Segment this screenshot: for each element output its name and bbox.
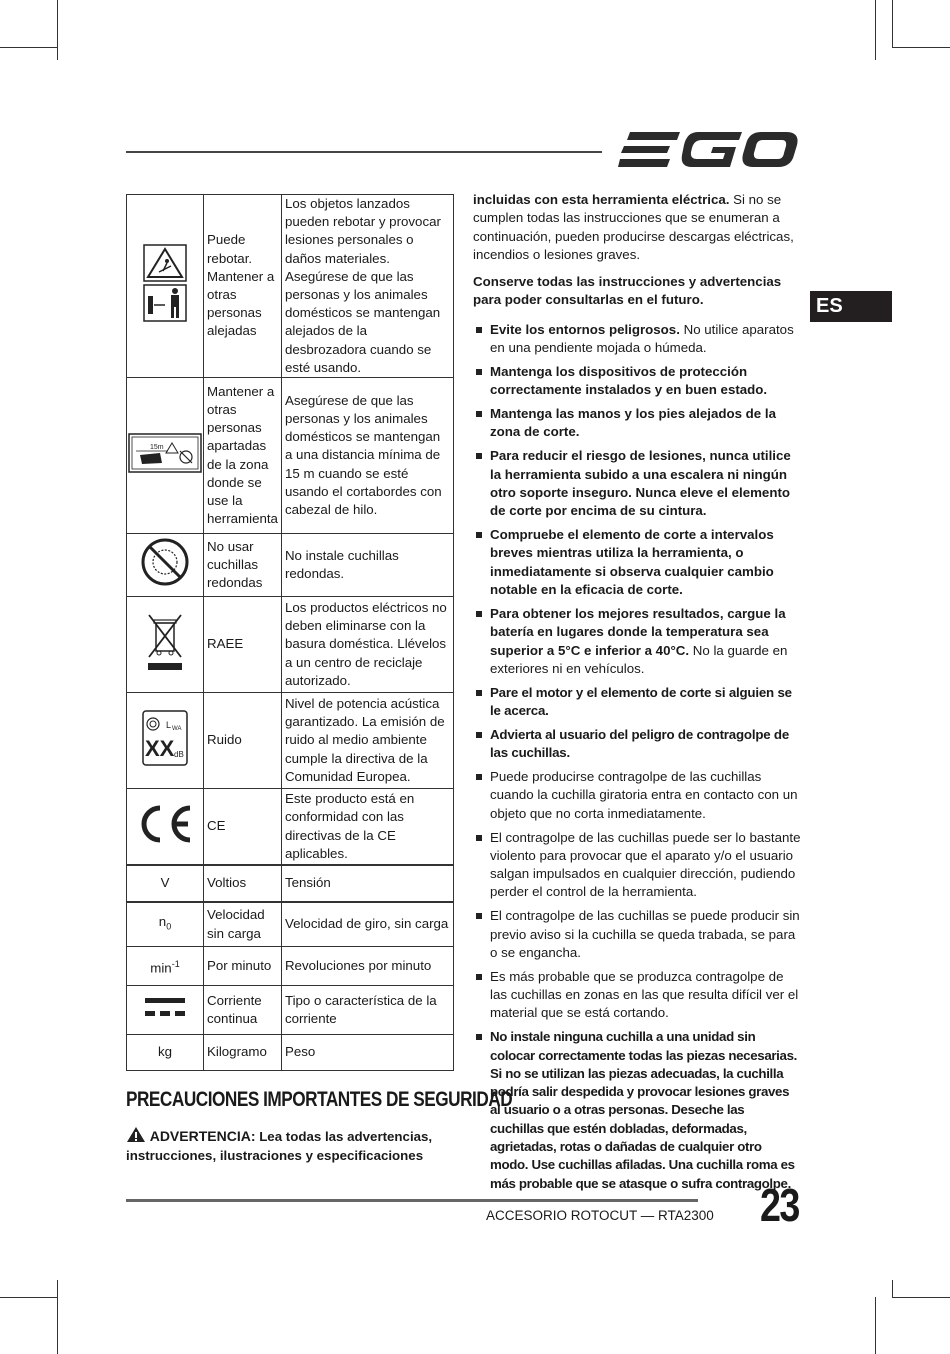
symbol-description: Los objetos lanzados pueden rebotar y provocar lesiones personales o daños materiales. Asegúrese de que las personas y los animales domésticos se mantengan alejados de la desbrozadora cuando se esté usando. — [281, 195, 453, 378]
noise-level-icon — [127, 693, 204, 789]
ce-mark-icon — [127, 789, 204, 866]
table-row — [127, 902, 454, 947]
keep-instructions: Conserve todas las instrucciones y advertencias para poder consultarlas en el futuro. — [473, 274, 782, 308]
list-item: Puede producirse contragolpe de las cuchillas cuando la cuchilla giratoria entra en contacto con un objeto que no corta inmediatamente. — [473, 768, 801, 823]
list-item: Advierta al usuario del peligro de contragolpe de las cuchillas. — [473, 726, 801, 763]
symbol-description: Nivel de potencia acústica garantizado. La emisión de ruido al medio ambiente cumple la directiva de la Comunidad Europea. — [281, 693, 453, 789]
symbol-name: Voltios — [204, 865, 282, 902]
ego-logo — [618, 128, 800, 175]
crop-mark — [57, 0, 58, 60]
svg-text:15m: 15m — [150, 443, 164, 451]
crop-mark — [892, 1297, 950, 1298]
symbol-description: Revoluciones por minuto — [281, 947, 453, 986]
section-title: PRECAUCIONES IMPORTANTES DE SEGURIDAD — [126, 1088, 513, 1111]
language-tab: ES — [810, 291, 892, 322]
thrown-objects-icon — [127, 195, 204, 378]
list-item: Evite los entornos peligrosos. No utilice aparatos en una pendiente mojada o húmeda. — [473, 321, 801, 358]
symbol-name: Kilogramo — [204, 1035, 282, 1071]
symbol-description: Este producto está en conformidad con las directivas de la CE aplicables. — [281, 789, 453, 866]
list-item: El contragolpe de las cuchillas se puede producir sin previo aviso si la cuchilla se queda trabada, se para o se engancha. — [473, 907, 801, 962]
warning-block — [126, 1126, 456, 1165]
symbol-name: Velocidad sin carga — [204, 902, 282, 947]
svg-text:dB: dB — [174, 749, 184, 759]
table-row — [127, 693, 454, 789]
warning-label: ADVERTENCIA: — [149, 1128, 256, 1144]
warning-text: Lea todas las advertencias, instrucciones, ilustraciones y especificaciones — [126, 1129, 433, 1163]
table-row — [127, 865, 454, 902]
list-item: Mantenga los dispositivos de protección correctamente instalados y en buen estado. — [473, 363, 801, 400]
crop-mark — [0, 47, 58, 48]
crop-mark — [57, 1280, 58, 1354]
footer-product: ACCESORIO ROTOCUT — RTA2300 — [486, 1208, 714, 1223]
table-row — [127, 1035, 454, 1071]
symbol-name: No usar cuchillas redondas — [204, 534, 282, 597]
crop-mark — [875, 1297, 876, 1354]
symbol-description: Asegúrese de que las personas y los animales domésticos se mantengan a una distancia mínima de 15 m cuando se esté usando el cortabordes con cabezal de hilo. — [281, 378, 453, 534]
table-row — [127, 947, 454, 986]
keep-distance-icon — [127, 378, 204, 534]
crop-mark — [0, 1297, 58, 1298]
list-item: Para reducir el riesgo de lesiones, nunca utilice la herramienta subido a una escalera ni ningún otro soporte inseguro. Nunca eleve el elemento de corte por encima de su cintura. — [473, 447, 801, 520]
symbols-table — [126, 194, 454, 1071]
footer-rule — [126, 1199, 698, 1202]
svg-text:XX: XX — [145, 735, 175, 761]
header-rule — [126, 151, 602, 153]
symbol-description: No instale cuchillas redondas. — [281, 534, 453, 597]
symbol: kg — [127, 1035, 204, 1071]
crop-mark — [892, 47, 950, 48]
intro-paragraph: incluidas con esta herramienta eléctrica. Si no se cumplen todas las instrucciones que se enumeran a continuación, pueden producirse descargas eléctricas, incendios o lesiones graves. — [473, 192, 794, 262]
list-item: Mantenga las manos y los pies alejados de la zona de corte. — [473, 405, 801, 442]
warning-triangle-icon — [126, 1126, 146, 1143]
svg-text:L: L — [166, 719, 172, 730]
symbol-description: Tipo o característica de la corriente — [281, 986, 453, 1035]
no-blade-icon — [127, 534, 204, 597]
right-column — [473, 191, 801, 1199]
list-item: Es más probable que se produzca contragolpe de las cuchillas en zonas en las que resulta difícil ver el material que se está cortando. — [473, 968, 801, 1023]
symbol-name: CE — [204, 789, 282, 866]
symbol-description: Peso — [281, 1035, 453, 1071]
crop-mark — [875, 0, 876, 60]
list-item: El contragolpe de las cuchillas puede ser lo bastante violento para provocar que el aparato y/o el usuario salgan impulsados en cualquier dirección, pudiendo perder el control de la herramienta. — [473, 829, 801, 902]
weee-bin-icon — [127, 597, 204, 693]
direct-current-icon — [127, 986, 204, 1035]
table-row — [127, 378, 454, 534]
symbol-name: Puede rebotar. Mantener a otras personas alejadas — [204, 195, 282, 378]
list-item: No instale ninguna cuchilla a una unidad sin colocar correctamente todas las piezas necesarias. Si no se utilizan las piezas adecuadas, la cuchilla podría salir despedida y provocar lesiones graves al usuario o a otras personas. Deseche las cuchillas que estén dobladas, deformadas, agrietadas, rotas o dañadas de cualquier otro modo. Use cuchillas afiladas. Una cuchilla roma es más probable que se atasque o sufra contragolpe. — [473, 1028, 801, 1193]
symbol: $n_0$ — [127, 902, 204, 947]
table-row — [127, 195, 454, 378]
list-item: Pare el motor y el elemento de corte si alguien se le acerca. — [473, 684, 801, 721]
symbol-description: Velocidad de giro, sin carga — [281, 902, 453, 947]
svg-text:WA: WA — [172, 725, 182, 732]
symbol-description: Los productos eléctricos no deben eliminarse con la basura doméstica. Llévelos a un centro de reciclaje autorizado. — [281, 597, 453, 693]
table-row — [127, 597, 454, 693]
symbol-name: RAEE — [204, 597, 282, 693]
symbol-name: Mantener a otras personas apartadas de la zona donde se use la herramienta — [204, 378, 282, 534]
table-row — [127, 986, 454, 1035]
symbol: V — [127, 865, 204, 902]
symbol-description: Tensión — [281, 865, 453, 902]
page-number: 23 — [760, 1179, 799, 1231]
table-row — [127, 534, 454, 597]
crop-mark — [892, 0, 893, 47]
list-item: Compruebe el elemento de corte a intervalos breves mientras utiliza la herramienta, o inmediatamente si observa cualquier cambio notable en la eficacia de corte. — [473, 526, 801, 599]
symbol-name: Corriente continua — [204, 986, 282, 1035]
symbol: $\min^{-1}$ — [127, 947, 204, 986]
crop-mark — [892, 1280, 893, 1297]
symbol-name: Ruido — [204, 693, 282, 789]
symbol-name: Por minuto — [204, 947, 282, 986]
safety-list — [473, 321, 801, 1193]
list-item: Para obtener los mejores resultados, cargue la batería en lugares donde la temperatura sea superior a 5°C e inferior a 40°C. No la guarde en exteriores ni en vehículos. — [473, 605, 801, 678]
table-row — [127, 789, 454, 866]
